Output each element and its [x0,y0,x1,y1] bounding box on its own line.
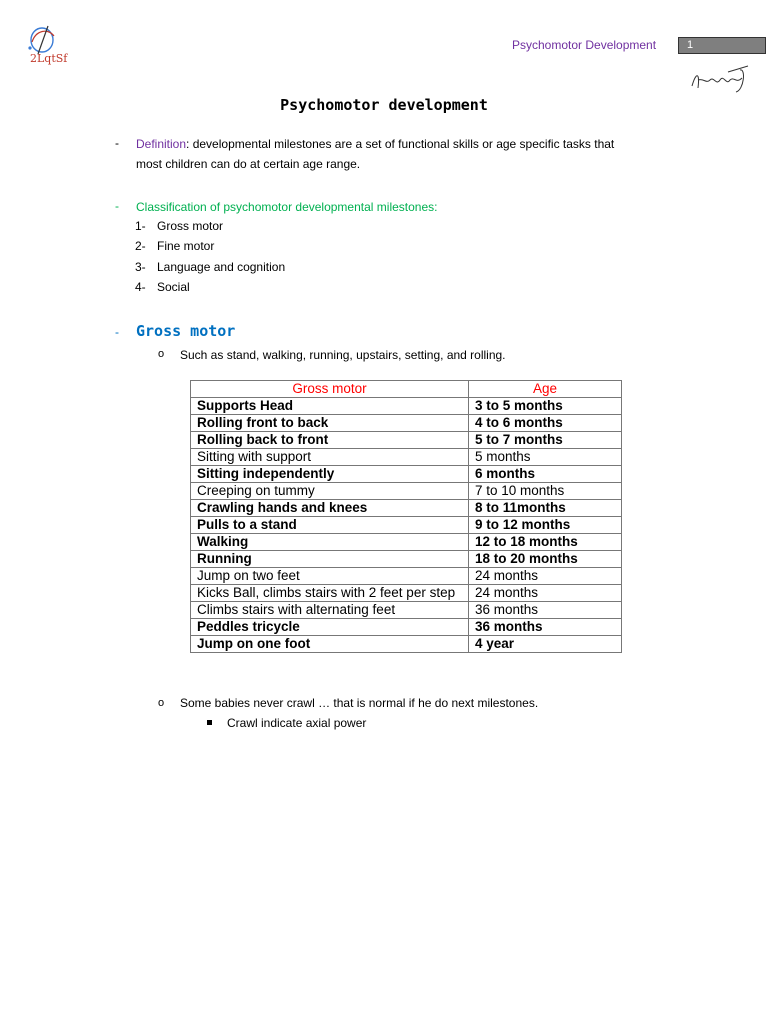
definition-paragraph [136,134,736,174]
age-cell: 5 to 7 months [469,432,622,449]
age-cell: 4 year [469,636,622,653]
table-row [191,398,622,415]
list-dash: - [115,325,119,339]
table-row [191,636,622,653]
table-row [191,602,622,619]
skill-cell: Sitting independently [191,466,469,483]
column-header-age: Age [469,381,622,398]
gross-motor-heading: Gross motor [136,322,236,340]
table-row [191,432,622,449]
list-item: 2- Fine motor [135,239,215,253]
age-cell: 36 months [469,619,622,636]
table-row [191,534,622,551]
classification-heading: Classification of psychomotor developmental milestones: [136,200,438,214]
age-cell: 6 months [469,466,622,483]
skill-cell: Peddles tricycle [191,619,469,636]
table-row [191,619,622,636]
skill-cell: Sitting with support [191,449,469,466]
age-cell: 18 to 20 months [469,551,622,568]
milestones-table [190,380,622,653]
skill-cell: Jump on one foot [191,636,469,653]
definition-colon: : [186,137,190,151]
table-row [191,568,622,585]
circle-bullet-icon: o [158,348,165,360]
list-dash: - [115,199,119,213]
table-row [191,585,622,602]
table-body [191,398,622,653]
table-header-row [191,381,622,398]
crawl-sub-note: Crawl indicate axial power [227,716,367,730]
skill-cell: Crawling hands and knees [191,500,469,517]
age-cell: 24 months [469,568,622,585]
age-cell: 9 to 12 months [469,517,622,534]
list-item: 1- Gross motor [135,219,224,233]
table-row [191,449,622,466]
age-cell: 36 months [469,602,622,619]
skill-cell: Kicks Ball, climbs stairs with 2 feet per step [191,585,469,602]
column-header-skill: Gross motor [191,381,469,398]
circle-bullet-icon: o [158,697,165,709]
document-title: Psychomotor development [280,96,488,114]
definition-text: developmental milestones are a set of functional skills or age specific tasks that [189,137,615,151]
table-row [191,500,622,517]
skill-cell: Climbs stairs with alternating feet [191,602,469,619]
definition-text-continued: most children can do at certain age range. [136,157,361,171]
skill-cell: Running [191,551,469,568]
skill-cell: Rolling back to front [191,432,469,449]
age-cell: 5 months [469,449,622,466]
age-cell: 12 to 18 months [469,534,622,551]
skill-cell: Walking [191,534,469,551]
age-cell: 4 to 6 months [469,415,622,432]
table-row [191,551,622,568]
page-number: 1 [678,37,766,54]
age-cell: 3 to 5 months [469,398,622,415]
table-row [191,483,622,500]
skill-cell: Supports Head [191,398,469,415]
skill-cell: Pulls to a stand [191,517,469,534]
logo-text: 2LqtSf [30,52,68,65]
skill-cell: Creeping on tummy [191,483,469,500]
signature-icon [690,62,752,96]
header-title: Psychomotor Development [512,38,657,52]
list-item: 3- Language and cognition [135,260,286,274]
age-cell: 24 months [469,585,622,602]
list-dash: - [115,136,119,150]
list-item: 4- Social [135,280,190,294]
gross-motor-intro: Such as stand, walking, running, upstairs, setting, and rolling. [180,348,506,362]
skill-cell: Jump on two feet [191,568,469,585]
crawl-note: Some babies never crawl … that is normal if he do next milestones. [180,696,539,710]
table-row [191,415,622,432]
table-row [191,466,622,483]
skill-cell: Rolling front to back [191,415,469,432]
table-row [191,517,622,534]
definition-label: Definition [136,137,187,151]
age-cell: 8 to 11months [469,500,622,517]
square-bullet-icon [207,720,212,725]
age-cell: 7 to 10 months [469,483,622,500]
